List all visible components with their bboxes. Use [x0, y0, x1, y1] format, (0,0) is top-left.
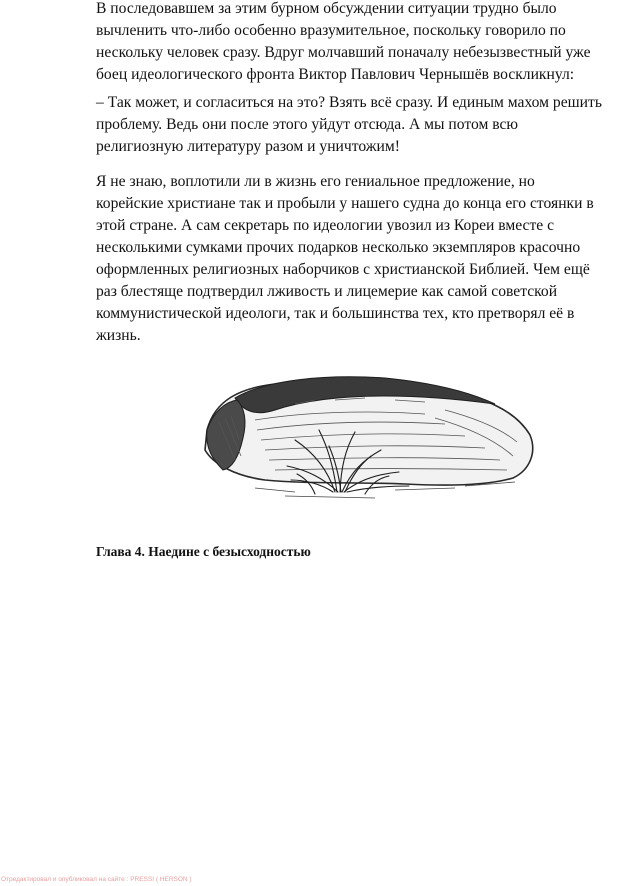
paragraph-2: – Так может, и согласиться на это? Взять всё сразу. И единым махом решить проблему. Ведь они после этого уйдут отсюда. А мы потом всю религиозную литературу разом и уничтожим! — [96, 94, 602, 155]
chapter-heading: Глава 4. Наедине с безысходностью — [96, 544, 311, 559]
paragraph-1: В последовавшем за этим бурном обсуждении ситуации трудно было вычленить что-либо особенно вразумительное, поскольку говорило по нескольку человек сразу. Вдруг молчавший поначалу небезызвестный уже боец идеологического фронта Виктор Павлович Чернышёв воскликнул: — [96, 0, 591, 83]
paragraph-3: Я не знаю, воплотили ли в жизнь его гениальное предложение, но корейские христиане так и пробыли у нашего судна до конца его стоянки в этой стране. А сам секретарь по идеологии увозил из Кореи вместе с несколькими сумками прочих подарков несколько экземпляров красочно оформленных религиозных наборчиков с христианской Библией. Чем ещё раз блестяще подтвердил лживость и лицемерие как самой советской коммунистической идеологи, так и большинства тех, кто претворял её в жизнь. — [96, 173, 594, 344]
rock-grass-illustration — [195, 360, 540, 505]
footer-note: Отредактировал и опубликовал на сайте : PRESSI ( HERSON ) — [1, 876, 192, 883]
